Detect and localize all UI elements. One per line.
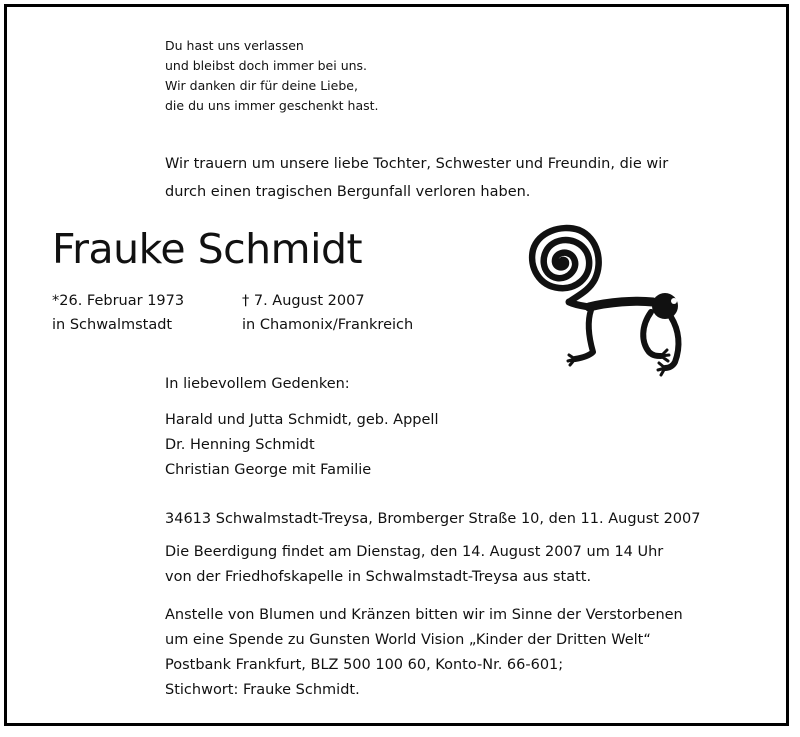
poem: [165, 36, 379, 116]
poem-line: und bleibst doch immer bei uns.: [165, 58, 368, 73]
intro-text: [165, 150, 668, 206]
donation-line: Stichwort: Frauke Schmidt.: [165, 682, 360, 698]
death-info: [242, 289, 413, 337]
funeral-info: [165, 540, 663, 590]
birth-info: [52, 289, 184, 337]
intro-line: durch einen tragischen Bergunfall verloren haben.: [165, 184, 531, 200]
spiral-tail-monkey-icon: [523, 222, 698, 384]
mourner: Christian George mit Familie: [165, 462, 372, 478]
deceased-name: Frauke Schmidt: [52, 225, 363, 273]
donation-line: Postbank Frankfurt, BLZ 500 100 60, Konto-Nr. 66-601;: [165, 657, 564, 673]
poem-line: die du uns immer geschenkt hast.: [165, 98, 379, 113]
funeral-line: von der Friedhofskapelle in Schwalmstadt-Treysa aus statt.: [165, 569, 592, 585]
poem-line: Du hast uns verlassen: [165, 38, 304, 53]
death-date: † 7. August 2007: [242, 293, 365, 309]
funeral-line: Die Beerdigung findet am Dienstag, den 14. August 2007 um 14 Uhr: [165, 544, 664, 560]
mourners-list: [165, 408, 438, 483]
birth-place: in Schwalmstadt: [52, 317, 173, 333]
memorial-heading: In liebevollem Gedenken:: [165, 376, 350, 392]
donation-line: um eine Spende zu Gunsten World Vision „Kinder der Dritten Welt“: [165, 632, 651, 648]
mourner: Dr. Henning Schmidt: [165, 437, 315, 453]
donation-info: [165, 603, 683, 703]
intro-line: Wir trauern um unsere liebe Tochter, Schwester und Freundin, die wir: [165, 156, 669, 172]
address-line: 34613 Schwalmstadt-Treysa, Bromberger Straße 10, den 11. August 2007: [165, 511, 701, 527]
mourner: Harald und Jutta Schmidt, geb. Appell: [165, 412, 439, 428]
poem-line: Wir danken dir für deine Liebe,: [165, 78, 358, 93]
death-place: in Chamonix/Frankreich: [242, 317, 414, 333]
birth-date: *26. Februar 1973: [52, 293, 185, 309]
donation-line: Anstelle von Blumen und Kränzen bitten wir im Sinne der Verstorbenen: [165, 607, 683, 623]
